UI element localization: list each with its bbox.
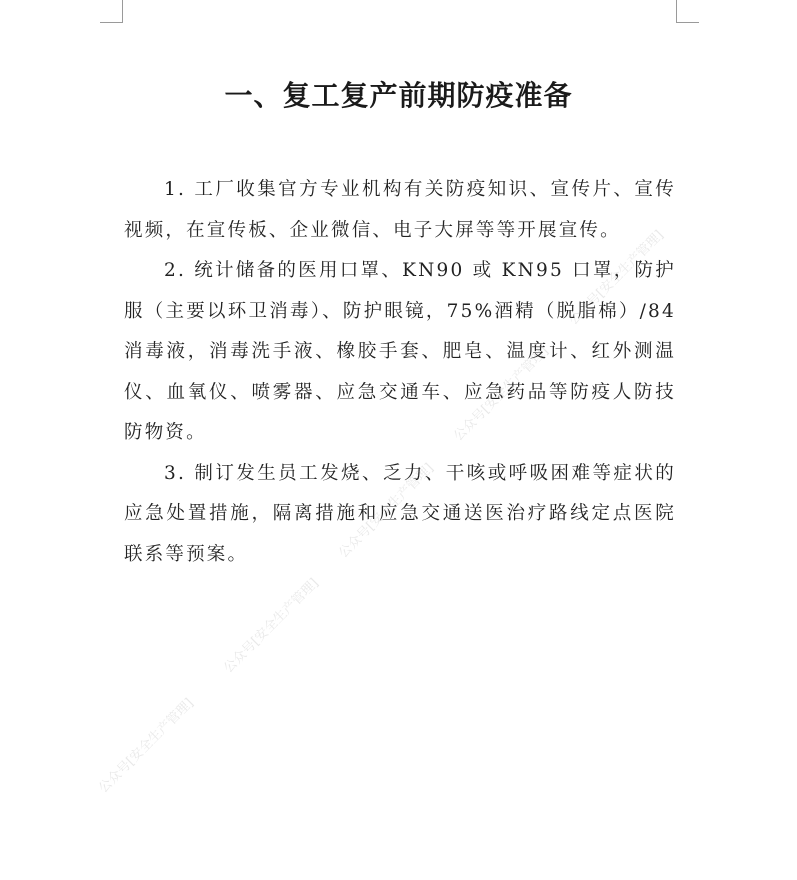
watermark: 公众号[安全生产管理]	[451, 343, 552, 445]
page-title: 一、复工复产前期防疫准备	[224, 79, 573, 112]
watermark: 公众号[安全生产管理]	[336, 460, 437, 562]
watermark: 公众号[安全生产管理]	[566, 227, 667, 329]
paragraph-3: 3. 制订发生员工发烧、乏力、干咳或呼吸困难等症状的应急处置措施，隔离措施和应急交通送医治疗路线定点医院联系等预案。	[124, 462, 676, 565]
document-body	[124, 170, 676, 575]
watermark: 公众号[安全生产管理]	[221, 575, 322, 677]
paragraph-1: 1. 工厂收集官方专业机构有关防疫知识、宣传片、宣传视频，在宣传板、企业微信、电子大屏等等开展宣传。	[124, 179, 676, 241]
watermark: 公众号[安全生产管理]	[96, 695, 197, 797]
crop-mark-top-right	[676, 0, 699, 23]
paragraph-2: 2. 统计储备的医用口罩、KN90 或 KN95 口罩，防护服（主要以环卫消毒）、防护眼镜，75%酒精（脱脂棉）/84 消毒液，消毒洗手液、橡胶手套、肥皂、温度计、红外测温仪、血氧仪、喷雾器、应急交通车、应急药品等防疫人防技防物资。	[124, 260, 676, 443]
crop-mark-top-left	[100, 0, 123, 23]
